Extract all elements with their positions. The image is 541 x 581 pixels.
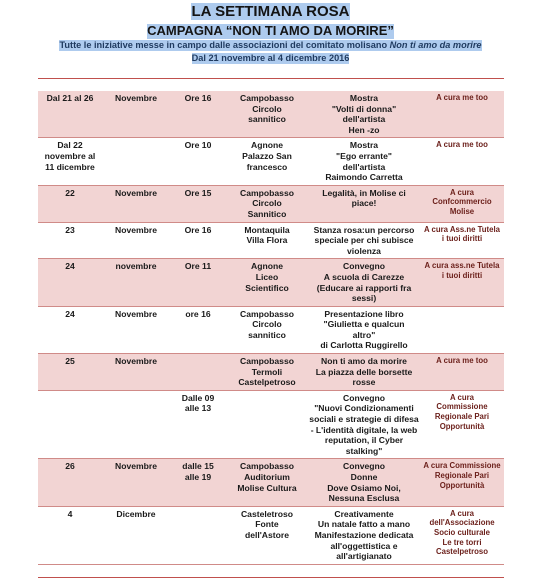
table-row xyxy=(38,91,504,138)
cell-day: 24 xyxy=(65,308,75,319)
cell-day: 4 xyxy=(67,508,73,519)
cell-day: 25 xyxy=(38,354,102,391)
cell-time: Ore 15 xyxy=(170,185,226,222)
cell-organizer: A cura Commissione Regionale Pari Opportunità xyxy=(420,459,504,506)
cell-place: Casteletroso Fonte dell'Astore xyxy=(240,508,294,540)
cell-day: 26 xyxy=(38,459,102,506)
top-rule xyxy=(38,78,504,79)
cell-time: ore 16 xyxy=(185,308,211,319)
cell-organizer: A cura Confcommercio Molise xyxy=(420,185,504,222)
cell-event: Mostra "Volti di donna" dell'artista Hen -zo xyxy=(308,91,420,138)
page-title-text: LA SETTIMANA ROSA xyxy=(191,3,350,20)
cell-month xyxy=(102,138,170,185)
cell-time: Dalle 09 alle 13 xyxy=(181,392,215,414)
cell-event: Convegno Donne Dove Osiamo Noi, Nessuna Esclusa xyxy=(308,459,420,506)
cell-month xyxy=(102,390,170,459)
schedule-body xyxy=(38,91,504,564)
cell-place: Campobasso Termoli Castelpetroso xyxy=(226,354,308,391)
campaign-subtitle xyxy=(0,23,541,39)
cell-day: Dal 21 al 26 xyxy=(38,91,102,138)
table-row xyxy=(38,259,504,306)
cell-time xyxy=(170,506,226,564)
cell-place: Campobasso Circolo sannitico xyxy=(240,308,294,340)
table-row xyxy=(38,222,504,259)
intro-prefix: Tutte le iniziative messe in campo dalle associazioni del comitato molisano xyxy=(59,40,390,50)
cell-event: Convegno A scuola di Carezze (Educare ai rapporti fra sessi) xyxy=(308,259,420,306)
table-row xyxy=(38,138,504,185)
cell-month: Novembre xyxy=(102,354,170,391)
cell-time: dalle 15 alle 19 xyxy=(170,459,226,506)
cell-month: Novembre xyxy=(102,91,170,138)
table-row xyxy=(38,306,504,353)
cell-time: Ore 11 xyxy=(170,259,226,306)
cell-organizer: A cura me too xyxy=(436,140,488,150)
cell-place: Campobasso Auditorium Molise Cultura xyxy=(226,459,308,506)
cell-organizer: A cura Commissione Regionale Pari Opportunità xyxy=(434,392,490,431)
cell-organizer xyxy=(420,306,504,353)
cell-event: Stanza rosa:un percorso speciale per chi subisce violenza xyxy=(313,224,415,256)
intro-line xyxy=(0,40,541,51)
cell-place: Campobasso Circolo sannitico xyxy=(226,91,308,138)
cell-day: 24 xyxy=(38,259,102,306)
cell-day: 22 xyxy=(38,185,102,222)
cell-place: Agnone Liceo Scientifico xyxy=(226,259,308,306)
intro-highlight xyxy=(59,40,481,51)
date-range xyxy=(0,53,541,64)
cell-event: Presentazione libro "Giulietta e qualcun altro" di Carlotta Ruggirello xyxy=(320,308,408,351)
cell-day: Dal 22 novembre al 11 dicembre xyxy=(44,140,96,172)
intro-italic: Non ti amo da morire xyxy=(389,40,482,50)
schedule-table xyxy=(38,91,504,565)
cell-month: Dicembre xyxy=(116,508,156,519)
cell-event: Convegno "Nuovi Condizionamenti sociali e strategie di difesa - L'identità digitale, la web reputation, il Cyber stalking" xyxy=(309,392,419,456)
page-title xyxy=(0,3,541,20)
cell-month: Novembre xyxy=(114,308,158,319)
cell-month: novembre xyxy=(102,259,170,306)
table-row xyxy=(38,185,504,222)
cell-event: Creativamente Un natale fatto a mano Manifestazione dedicata all'oggettistica e all'artigianato xyxy=(314,508,414,562)
campaign-subtitle-text: CAMPAGNA “NON TI AMO DA MORIRE” xyxy=(147,23,394,38)
cell-month: Novembre xyxy=(102,459,170,506)
cell-organizer: A cura me too xyxy=(420,91,504,138)
cell-day xyxy=(38,390,102,459)
cell-place: Montaquila Villa Flora xyxy=(244,224,290,246)
cell-organizer: A cura me too xyxy=(420,354,504,391)
cell-month: Novembre xyxy=(114,224,158,235)
date-range-text: Dal 21 novembre al 4 dicembre 2016 xyxy=(191,53,350,63)
cell-event: Mostra "Ego errante" dell'artista Raimondo Carretta xyxy=(325,140,403,183)
bottom-rule xyxy=(38,577,504,578)
cell-day: 23 xyxy=(65,224,75,235)
cell-organizer: A cura ass.ne Tutela i tuoi diritti xyxy=(420,259,504,306)
cell-organizer: A cura dell'Associazione Socio culturale Le tre torri Castelpetroso xyxy=(429,508,495,557)
table-row xyxy=(38,506,504,564)
cell-time: Ore 16 xyxy=(184,224,212,235)
table-row xyxy=(38,459,504,506)
table-row xyxy=(38,354,504,391)
cell-place: Agnone Palazzo San francesco xyxy=(242,140,292,172)
cell-place: Campobasso Circolo Sannitico xyxy=(226,185,308,222)
cell-month: Novembre xyxy=(102,185,170,222)
cell-place xyxy=(226,390,308,459)
cell-time: Ore 16 xyxy=(170,91,226,138)
cell-event: Legalità, in Molise ci piace! xyxy=(308,185,420,222)
cell-event: Non ti amo da morire La piazza delle borsette rosse xyxy=(308,354,420,391)
cell-time: Ore 10 xyxy=(184,140,212,151)
cell-organizer: A cura Ass.ne Tutela i tuoi diritti xyxy=(424,224,500,244)
table-row xyxy=(38,390,504,459)
cell-time xyxy=(170,354,226,391)
